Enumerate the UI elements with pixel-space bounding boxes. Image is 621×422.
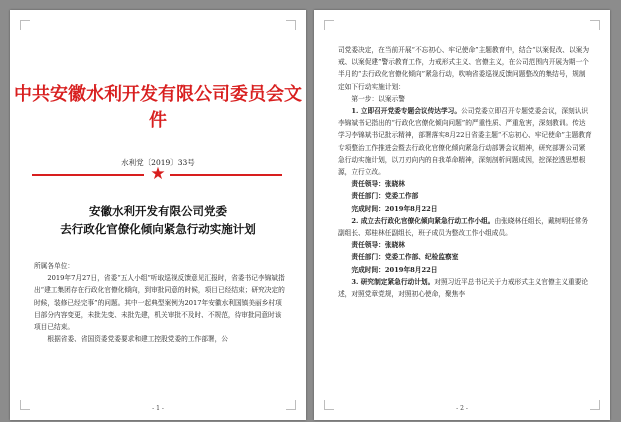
heading-line-1: 安徽水利开发有限公司党委 — [89, 204, 227, 218]
paragraph: 司党委决定，在当前开展“不忘初心、牢记使命”主题教育中，结合“以案促改、以案为戒、以案促建”警示教育工作，力戒形式主义、官僚主义，在公司范围内开展为期一个半月的“去行政化官僚化倾向”紧急行动，吹响省委巡视反馈问题整改的集结号，规制定如下行动实施计划： — [338, 46, 590, 91]
crop-mark — [286, 20, 296, 30]
paragraph: 根据省委、省国资委党委要求和建工控股党委的工作部署，公 — [47, 335, 228, 344]
deadline: 完成时间：2019年8月22日 — [351, 265, 438, 274]
item-title: 2. 成立去行政化官僚化倾向紧急行动工作小组。 — [351, 216, 495, 225]
document-page-1 — [10, 10, 306, 420]
responsible-leader: 责任领导：张晓林 — [351, 241, 405, 250]
item-body: 由张晓林任组长，戴树明任常务副组长、郑桂林任副组长，班子成员为整改工作小组成员。 — [338, 216, 589, 238]
paragraph: 2019年7月27日，省委“五人小组”听取巡视反馈意见汇报时，省委书记李锦斌指出“建工集团存在行政化官僚化倾向，到审批同意的时候，项目已经结束；研究决定的时候，装修已经完事”的问题。其中一起典型案例为2017年安徽水利国镇美丽乡村项目部分内容变更，未批先变、未批先建，机关审批不及时、不规范，待审批同意时该项目已结束。 — [34, 274, 285, 332]
item-body: 对照习近平总书记关于力戒形式主义官僚主义重要论述，对照党章党规，对照初心使命，聚焦李 — [338, 277, 589, 299]
star-icon: ★ — [150, 164, 166, 184]
red-divider-left — [32, 174, 144, 176]
red-divider-right — [170, 174, 282, 176]
page-number: - 1 - — [152, 405, 164, 412]
document-number: 水利党〔2019〕33号 — [121, 158, 195, 167]
document-page-2 — [314, 10, 610, 420]
responsible-dept: 责任部门：党委工作部、纪检监察室 — [351, 253, 459, 262]
page1-body — [34, 260, 288, 345]
page-number: - 2 - — [456, 405, 468, 412]
document-red-header: 中共安徽水利开发有限公司委员会文件 — [14, 84, 302, 131]
item-body: 公司党委立即召开专题党委会议，深刻认识李锦斌书记指出的“行政化官僚化倾向问题”的严重性质、严重危害，深刻教训。传达学习李锦斌书记批示精神，部署落实8月22日省委主题“不忘初心、牢记使命”主题教育专项整治工作推进会暨去行政化官僚化倾向紧急行动部署会议精神，研究部署公司紧急行动实施计划，以刀刃向内的自我革命精神，深刻剖析问题成因，挖深挖透思想根源，立行立改。 — [338, 107, 592, 177]
salutation: 所属各单位： — [34, 262, 75, 270]
heading-line-2: 去行政化官僚化倾向紧急行动实施计划 — [60, 222, 256, 236]
step-heading: 第一步：以案示警 — [351, 94, 405, 103]
deadline: 完成时间：2019年8月22日 — [351, 204, 438, 213]
responsible-dept: 责任部门：党委工作部 — [351, 192, 419, 201]
page2-body — [338, 44, 592, 300]
item-title: 1. 立即召开党委专题会议传达学习。 — [351, 107, 462, 116]
crop-mark — [20, 20, 30, 30]
item-title: 3. 研究制定紧急行动计划。 — [351, 277, 435, 286]
crop-mark — [590, 20, 600, 30]
responsible-leader: 责任领导：张晓林 — [351, 180, 405, 189]
crop-mark — [324, 20, 334, 30]
